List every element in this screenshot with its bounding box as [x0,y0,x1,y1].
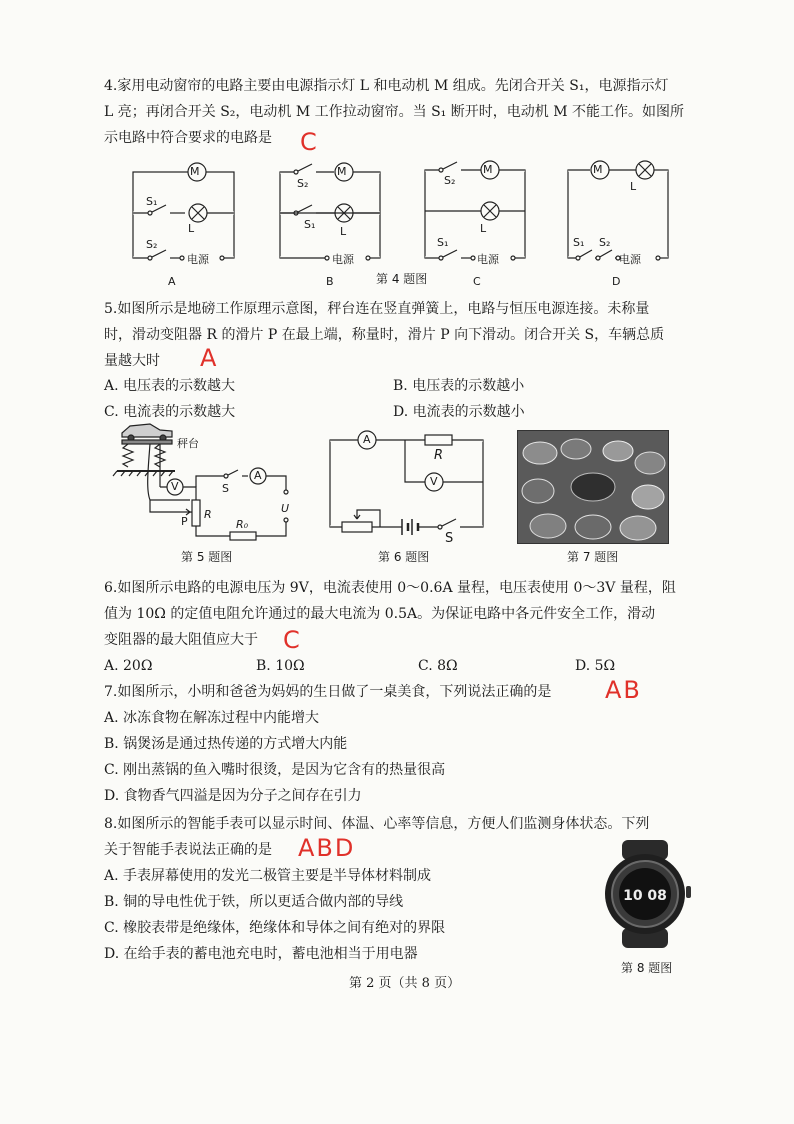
q4-a-motor-label: M [190,165,200,178]
q4-d-lamp-label: L [630,180,637,193]
q7-option-c: C. 刚出蒸锅的鱼入嘴时很烫，是因为它含有的热量很高 [104,762,446,778]
q6-option-d: D. 5Ω [575,658,616,674]
q4-d-motor-label: M [593,163,603,176]
q8-option-a: A. 手表屏幕使用的发光二极管主要是半导体材料制成 [104,868,432,884]
q4-c-s2-label: S₂ [444,174,456,187]
fig5-caption: 第 5 题图 [181,550,233,564]
q4-line2: L 亮；再闭合开关 S₂，电动机 M 工作拉动窗帘。当 S₁ 断开时，电动机 M 不能工作。如图所 [104,104,684,120]
q5-line3: 量越大时 [104,353,160,369]
fig5-voltmeter-label: V [171,480,179,493]
q4-b-motor-label: M [337,165,347,178]
fig6-switch-label: S [445,531,454,546]
q7-handwritten-answer: AB [605,676,642,704]
q4-a-source-label: 电源 [187,253,209,266]
q4-c-s1-label: S₁ [437,236,449,249]
q5-handwritten-answer: A [200,344,219,372]
q5-option-b: B. 电压表的示数越小 [393,378,525,394]
q8-line2: 关于智能手表说法正确的是 [104,842,272,858]
q4-option-b: B [326,275,334,288]
q4-a-s2-label: S₂ [146,238,158,251]
q4-c-lamp-label: L [480,222,487,235]
q4-line1: 4.家用电动窗帘的电路主要由电源指示灯 L 和电动机 M 组成。先闭合开关 S₁，电源指示灯 [104,78,669,94]
q4-line3: 示电路中符合要求的电路是 [104,130,272,146]
fig5-source-label: U [281,502,290,515]
q4-d-s1-label: S₁ [573,236,585,249]
q4-b-source-label: 电源 [332,253,354,266]
fig7-food-photo [517,430,669,544]
fig5-platform-label: 秤台 [177,437,199,450]
fig6-ammeter-label: A [363,433,371,446]
q4-option-d: D [612,275,621,288]
fig5-weighbridge [113,424,288,540]
q8-option-b: B. 铜的导电性优于铁，所以更适合做内部的导线 [104,894,404,910]
q4-a-lamp-label: L [188,222,195,235]
q4-handwritten-answer: C [300,128,319,156]
q4-c-source-label: 电源 [477,253,499,266]
figures-5-6 [0,0,794,560]
q5-line1: 5.如图所示是地磅工作原理示意图，秤台连在竖直弹簧上，电路与恒压电源连接。未称量 [104,301,650,317]
fig5-r0-label: R₀ [236,518,249,531]
q4-a-s1-label: S₁ [146,195,158,208]
q7-line1: 7.如图所示，小明和爸爸为妈妈的生日做了一桌美食，下列说法正确的是 [104,684,552,700]
q6-option-b: B. 10Ω [256,658,305,674]
fig7-caption: 第 7 题图 [567,550,619,564]
q4-c-motor-label: M [483,163,493,176]
q8-handwritten-answer: ABD [298,834,356,862]
fig8-watch-time: 10 08 [623,888,667,904]
fig6-voltmeter-label: V [430,475,438,488]
q8-line1: 8.如图所示的智能手表可以显示时间、体温、心率等信息，方便人们监测身体状态。下列 [104,816,650,832]
page-footer: 第 2 页（共 8 页） [349,976,461,991]
fig6-circuit [330,431,483,535]
q6-option-c: C. 8Ω [418,658,458,674]
fig5-switch-label: S [222,482,229,495]
q7-option-b: B. 锅煲汤是通过热传递的方式增大内能 [104,736,348,752]
q4-b-lamp-label: L [340,225,347,238]
q4-b-s1-label: S₁ [304,218,316,231]
q4-option-c: C [473,275,481,288]
q5-line2: 时，滑动变阻器 R 的滑片 P 在最上端，称量时，滑片 P 向下滑动。闭合开关 S，车辆总质 [104,327,665,343]
q5-option-c: C. 电流表的示数越大 [104,404,236,420]
q4-b-s2-label: S₂ [297,177,309,190]
q4-d-s2-label: S₂ [599,236,611,249]
q8-option-d: D. 在给手表的蓄电池充电时，蓄电池相当于用电器 [104,946,418,962]
q4-d-source-label: 电源 [619,253,641,266]
fig5-slider-label: P [181,515,188,528]
q4-caption: 第 4 题图 [376,272,428,286]
q6-line3: 变阻器的最大阻值应大于 [104,632,258,648]
fig6-resistor-label: R [434,448,444,463]
q4-option-a: A [168,275,176,288]
fig5-spring-left [123,444,133,467]
q6-handwritten-answer: C [283,626,302,654]
q8-option-c: C. 橡胶表带是绝缘体，绝缘体和导体之间有绝对的界限 [104,920,446,936]
fig8-caption: 第 8 题图 [621,961,673,975]
q7-option-a: A. 冰冻食物在解冻过程中内能增大 [104,710,320,726]
q5-option-d: D. 电流表的示数越小 [393,404,525,420]
q6-line1: 6.如图所示电路的电源电压为 9V，电流表使用 0～0.6A 量程，电压表使用 0～3V 量程，阻 [104,580,676,596]
fig6-caption: 第 6 题图 [378,550,430,564]
q5-option-a: A. 电压表的示数越大 [104,378,236,394]
fig8-smartwatch [598,840,694,948]
fig5-ammeter-label: A [254,469,262,482]
fig5-rheostat-label: R [204,508,212,521]
q6-option-a: A. 20Ω [104,658,153,674]
q7-option-d: D. 食物香气四溢是因为分子之间存在引力 [104,788,362,804]
q6-line2: 值为 10Ω 的定值电阻允许通过的最大电流为 0.5A。为保证电路中各元件安全工作，滑动 [104,606,656,622]
